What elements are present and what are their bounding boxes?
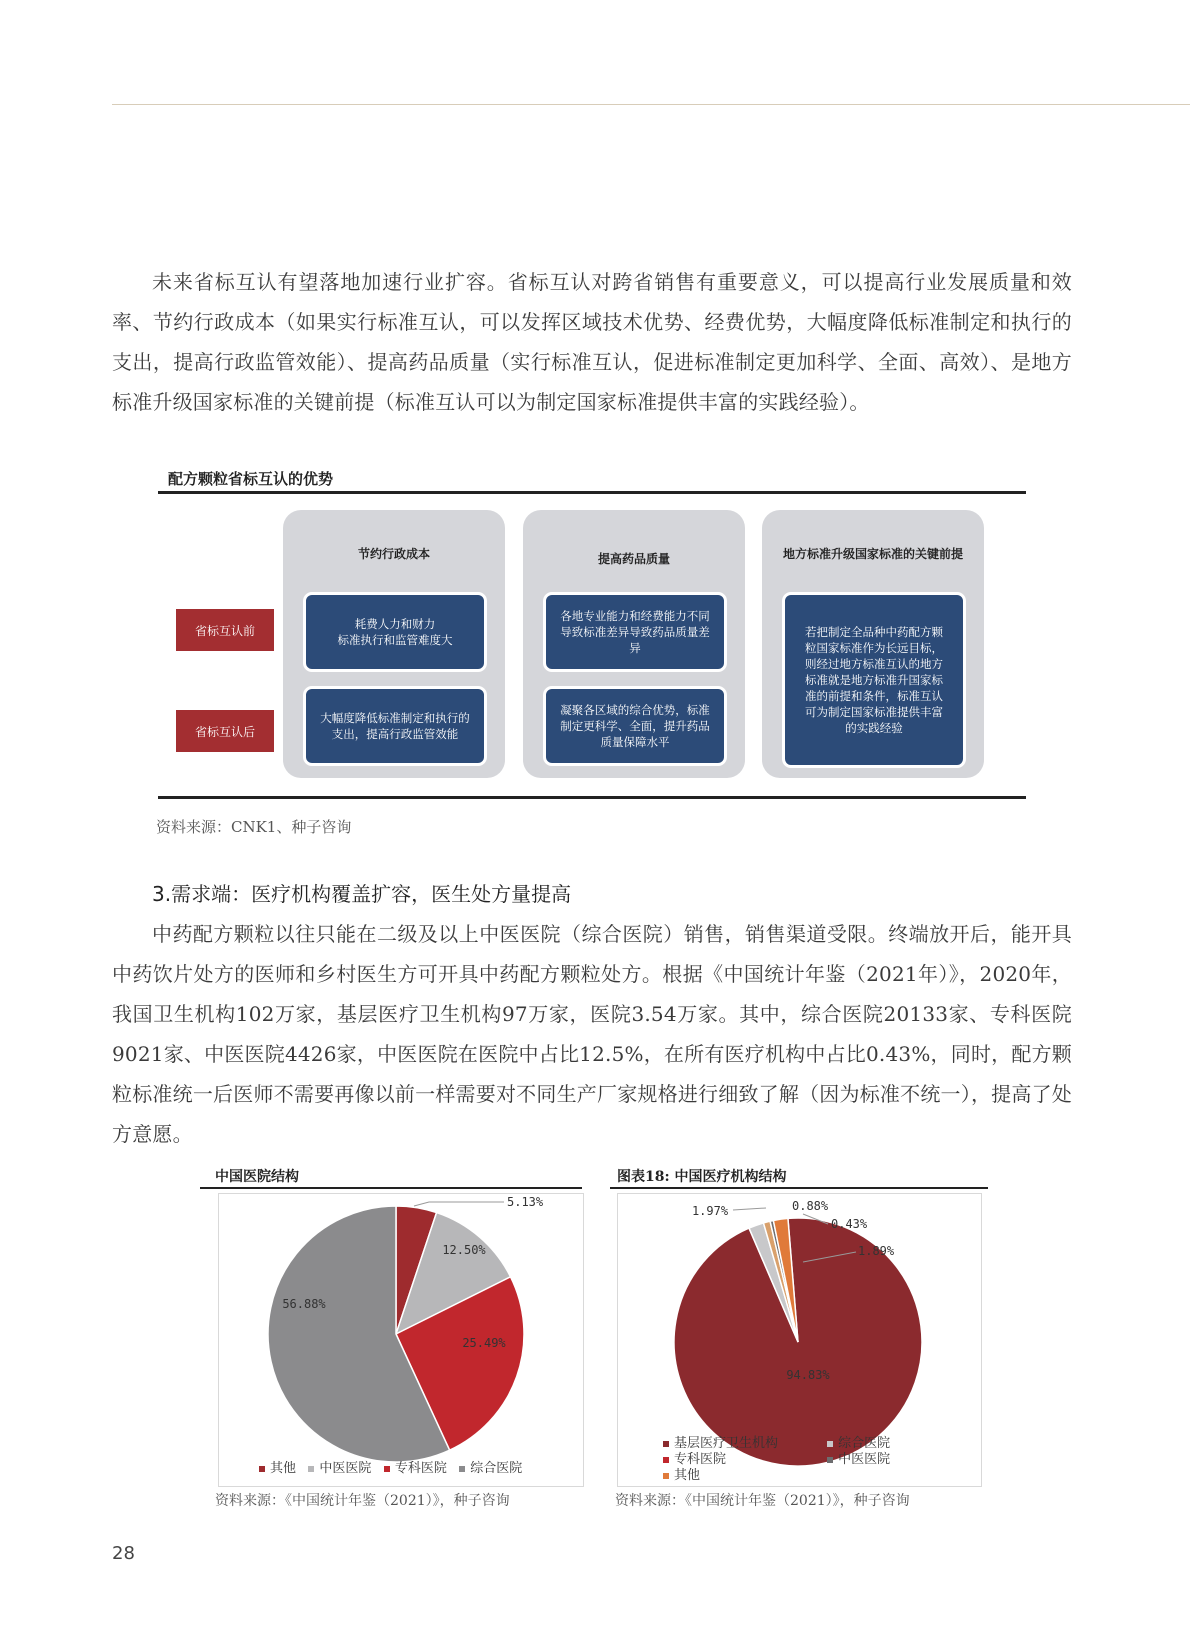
column-admin-cost [283, 510, 505, 778]
legend-item-general: 综合医院 [459, 1461, 522, 1476]
diagram-bottom-rule [158, 796, 1026, 799]
chart2-source: 资料来源：《中国统计年鉴（2021）》，种子咨询 [615, 1493, 910, 1509]
chart2-frame [617, 1193, 982, 1487]
legend-item-primary: 基层医疗卫生机构 [663, 1436, 823, 1452]
data-label-0: 5.13% [507, 1195, 544, 1209]
column-title: 提高药品质量 [597, 552, 670, 566]
leader-line-0 [414, 1202, 504, 1206]
chart2-legend [663, 1436, 890, 1484]
row-label-before: 省标互认前 [176, 609, 274, 651]
chart1-frame [218, 1193, 584, 1487]
box-after: 凝聚各区域的综合优势，标准 制定更科学、全面，提升药品 质量保障水平 [543, 686, 727, 766]
legend-item-tcm: 中医医院 [308, 1461, 371, 1476]
data-label-2: 0.88% [792, 1199, 829, 1213]
column-drug-quality [523, 510, 745, 778]
data-label-1: 1.97% [691, 1204, 729, 1218]
intro-paragraph: 未来省标互认有望落地加速行业扩容。省标互认对跨省销售有重要意义，可以提高行业发展质量和效率、节约行政成本（如果实行标准互认，可以发挥区域技术优势、经费优势，大幅度降低标准制定和执行的支出，提高行政监管效能）、提高药品质量（实行标准互认，促进标准制定更加科学、全面、高效）、是地方标准升级国家标准的关键前提（标准互认可以为制定国家标准提供丰富的实践经验）。 [112, 270, 1072, 414]
chart1-legend [259, 1457, 522, 1476]
box-combined: 若把制定全品种中药配方颗 粒国家标准作为长远目标， 则经过地方标准互认的地方 标准就是地方标准升国家标 准的前提和条件，标准互认 可为制定国家标准提供丰富 的实践经验 [782, 592, 966, 768]
chart1-source: 资料来源：《中国统计年鉴（2021）》，种子咨询 [215, 1493, 510, 1509]
header-rule [112, 104, 1190, 105]
data-label-3: 56.88% [282, 1297, 326, 1311]
data-label-0: 94.83% [786, 1368, 830, 1382]
data-label-2: 25.49% [462, 1336, 506, 1350]
chart1-rule [200, 1187, 582, 1189]
legend-item-specialty: 专科医院 [384, 1461, 447, 1476]
chart1-title: 中国医院结构 [215, 1169, 299, 1185]
diagram-source: 资料来源：CNK1、种子咨询 [156, 818, 352, 836]
chart2-rule [610, 1187, 988, 1189]
page-number: 28 [112, 1543, 135, 1564]
box-after: 大幅度降低标准制定和执行的 支出，提高行政监管效能 [303, 686, 487, 766]
row-label-after: 省标互认后 [176, 710, 274, 752]
section-heading: 3.需求端：医疗机构覆盖扩容，医生处方量提高 [152, 882, 572, 906]
diagram-top-rule [158, 491, 1026, 494]
leader-line-1 [733, 1208, 766, 1210]
diagram-title: 配方颗粒省标互认的优势 [168, 470, 334, 488]
legend-item-tcm: 中医医院 [827, 1452, 890, 1467]
chart2-title: 图表18: 中国医疗机构结构 [617, 1169, 787, 1185]
column-title: 地方标准升级国家标准的关键前提 [782, 547, 963, 561]
column-national-standard [762, 510, 984, 778]
box-before: 耗费人力和财力 标准执行和监管难度大 [303, 592, 487, 672]
data-label-4: 1.89% [858, 1244, 895, 1258]
box-before: 各地专业能力和经费能力不同 导致标准差异导致药品质量差 异 [543, 592, 727, 672]
legend-item-other: 其他 [259, 1461, 296, 1476]
legend-item-general: 综合医院 [827, 1436, 890, 1451]
legend-item-specialty: 专科医院 [663, 1452, 823, 1468]
data-label-3: 0.43% [831, 1217, 868, 1231]
data-label-1: 12.50% [442, 1243, 486, 1257]
column-title: 节约行政成本 [357, 547, 430, 561]
chart1-svg [219, 1194, 583, 1486]
demand-paragraph: 中药配方颗粒以往只能在二级及以上中医医院（综合医院）销售，销售渠道受限。终端放开后，能开具中药饮片处方的医师和乡村医生方可开具中药配方颗粒处方。根据《中国统计年鉴（2021年）》，2020年，我国卫生机构102万家，基层医疗卫生机构97万家，医院3.54万家。其中，综合医院20133家、专科医院9021家、中医医院4426家，中医医院在医院中占比12.5%，在所有医疗机构中占比0.43%，同时，配方颗粒标准统一后医师不需要再像以前一样需要对不同生产厂家规格进行细致了解（因为标准不统一），提高了处方意愿。 [112, 922, 1072, 1146]
legend-item-other: 其他 [663, 1468, 700, 1483]
